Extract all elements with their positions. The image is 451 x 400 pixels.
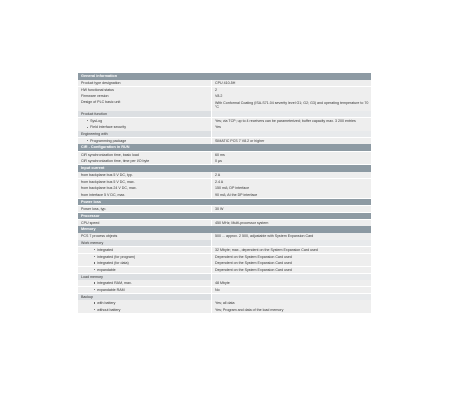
spec-label-cell [78,138,211,144]
spec-label: CiR synchronization time, basic load [81,152,139,157]
spec-label-cell [78,100,211,110]
spec-value: Yes [212,124,371,130]
spec-value: Dependent on the System Expansion Card used [212,267,371,273]
spec-label-cell [78,300,211,306]
table-row [78,179,371,185]
subsection-label: Product function [78,111,211,117]
table-row [78,206,371,212]
bullet-icon [87,140,88,141]
spec-value: Yes; via TCP; up to 4 receivers can be parameterized; buffer capacity max. 3 200 entries [212,118,371,124]
table-row [78,247,371,253]
subsection-header [78,294,371,300]
bullet-icon [94,302,95,303]
table-row [78,254,371,260]
table-row [78,300,371,306]
table-row [78,93,371,99]
spec-label: CiR synchronization time, time per I/O byte [81,159,150,164]
subsection-filler [212,274,371,280]
spec-label-cell [78,220,211,226]
subsection-header [78,274,371,280]
spec-label: Power loss, typ. [81,206,107,211]
spec-label: Field interface security [90,125,127,130]
section-header: Memory [78,226,371,233]
subsection-filler [212,131,371,137]
subsection-header [78,111,371,117]
spec-label: CPU speed [81,220,100,225]
spec-label: integrated RAM, max. [97,281,132,286]
section-header: Input current [78,165,371,172]
spec-table [78,73,371,314]
spec-label-cell [78,80,211,86]
spec-label-cell [78,152,211,158]
table-row [78,287,371,293]
spec-value: V8.2 [212,93,371,99]
spec-label: from interface 5 V DC, max. [81,193,126,198]
spec-label: integrated (for program) [97,254,136,259]
spec-label: Product type designation [81,81,121,86]
table-row [78,233,371,239]
spec-label: PCS 7 process objects [81,234,118,239]
table-row [78,280,371,286]
spec-label: Design of PLC basic unit [81,100,121,105]
subsection-label: Load memory [78,274,211,280]
bullet-icon [94,269,95,270]
spec-value: 90 mA; At the DP interface [212,192,371,198]
bullet-icon [87,127,88,128]
section-header: General information [78,73,371,80]
bullet-icon [94,256,95,257]
table-row [78,100,371,110]
spec-label-cell [78,280,211,286]
spec-value: Dependent on the System Expansion Card used [212,260,371,266]
subsection-header [78,131,371,137]
spec-value: 2 [212,87,371,93]
spec-label-cell [78,158,211,164]
spec-value: 500 ... approx. 2 500, adjustable with System Expansion Card [212,233,371,239]
table-row [78,185,371,191]
spec-value: SIMATIC PCS 7 V8.2 or higher [212,138,371,144]
spec-value: 30 W [212,206,371,212]
spec-label-cell [78,260,211,266]
spec-value: CPU 410-5H [212,80,371,86]
spec-value: Dependent on the System Expansion Card used [212,254,371,260]
spec-label-cell [78,267,211,273]
spec-label-cell [78,93,211,99]
spec-value: 60 ms [212,152,371,158]
table-row [78,118,371,124]
bullet-icon [94,309,95,310]
spec-label: expandable [97,267,116,272]
subsection-filler [212,294,371,300]
spec-label-cell [78,206,211,212]
spec-value: 48 Mbyte [212,280,371,286]
spec-value: 2.4 A [212,179,371,185]
spec-label: SysLog [90,118,103,123]
spec-value: Yes; Program and data of the load memory [212,307,371,313]
table-row [78,87,371,93]
spec-label: integrated [97,247,114,252]
spec-label-cell [78,87,211,93]
spec-label: with battery [97,301,116,306]
spec-value: 0 µs [212,158,371,164]
bullet-icon [94,249,95,250]
bullet-icon [87,120,88,121]
section-header: Processor [78,213,371,220]
spec-label: from backplane bus 5 V DC, typ. [81,173,133,178]
subsection-filler [212,240,371,246]
spec-label-cell [78,118,211,124]
section-header: CiR - Configuration in RUN [78,144,371,151]
spec-label-cell [78,247,211,253]
subsection-label: Work memory [78,240,211,246]
subsection-filler [212,111,371,117]
spec-label-cell [78,185,211,191]
table-row [78,260,371,266]
subsection-header [78,240,371,246]
spec-label-cell [78,124,211,130]
table-row [78,124,371,130]
spec-label-cell [78,172,211,178]
spec-label: expandable RAM [97,287,125,292]
subsection-label: Engineering with [78,131,211,137]
table-row [78,158,371,164]
table-row [78,267,371,273]
table-row [78,152,371,158]
spec-label: Firmware version [81,94,109,99]
spec-label: Programming package [90,138,127,143]
table-row [78,192,371,198]
spec-label: from backplane bus 5 V DC, max. [81,179,135,184]
spec-value: 450 MHz; Multi-processor system [212,220,371,226]
table-row [78,220,371,226]
section-header: Power loss [78,199,371,206]
bullet-icon [94,262,95,263]
table-row [78,307,371,313]
spec-value: 150 mA; DP interface [212,185,371,191]
spec-label-cell [78,307,211,313]
spec-label-cell [78,179,211,185]
spec-label: without battery [97,308,121,313]
spec-value: 32 Mbyte; max., dependent on the System Expansion Card used [212,247,371,253]
spec-value: Yes; all data [212,300,371,306]
spec-label-cell [78,254,211,260]
spec-value: With Conformal Coating (ISA-S71.04 severity level G1; G2; G3) and operating temperature to 70 °C [212,100,371,110]
spec-label: HW functional status [81,87,114,92]
spec-label: from backplane bus 24 V DC, max. [81,186,137,191]
spec-label-cell [78,192,211,198]
spec-label-cell [78,233,211,239]
table-row [78,80,371,86]
subsection-label: Backup [78,294,211,300]
spec-label-cell [78,287,211,293]
spec-value: No [212,287,371,293]
spec-value: 2 A [212,172,371,178]
spec-label: integrated (for data) [97,261,129,266]
bullet-icon [94,289,95,290]
table-row [78,172,371,178]
bullet-icon [94,282,95,283]
table-row [78,138,371,144]
